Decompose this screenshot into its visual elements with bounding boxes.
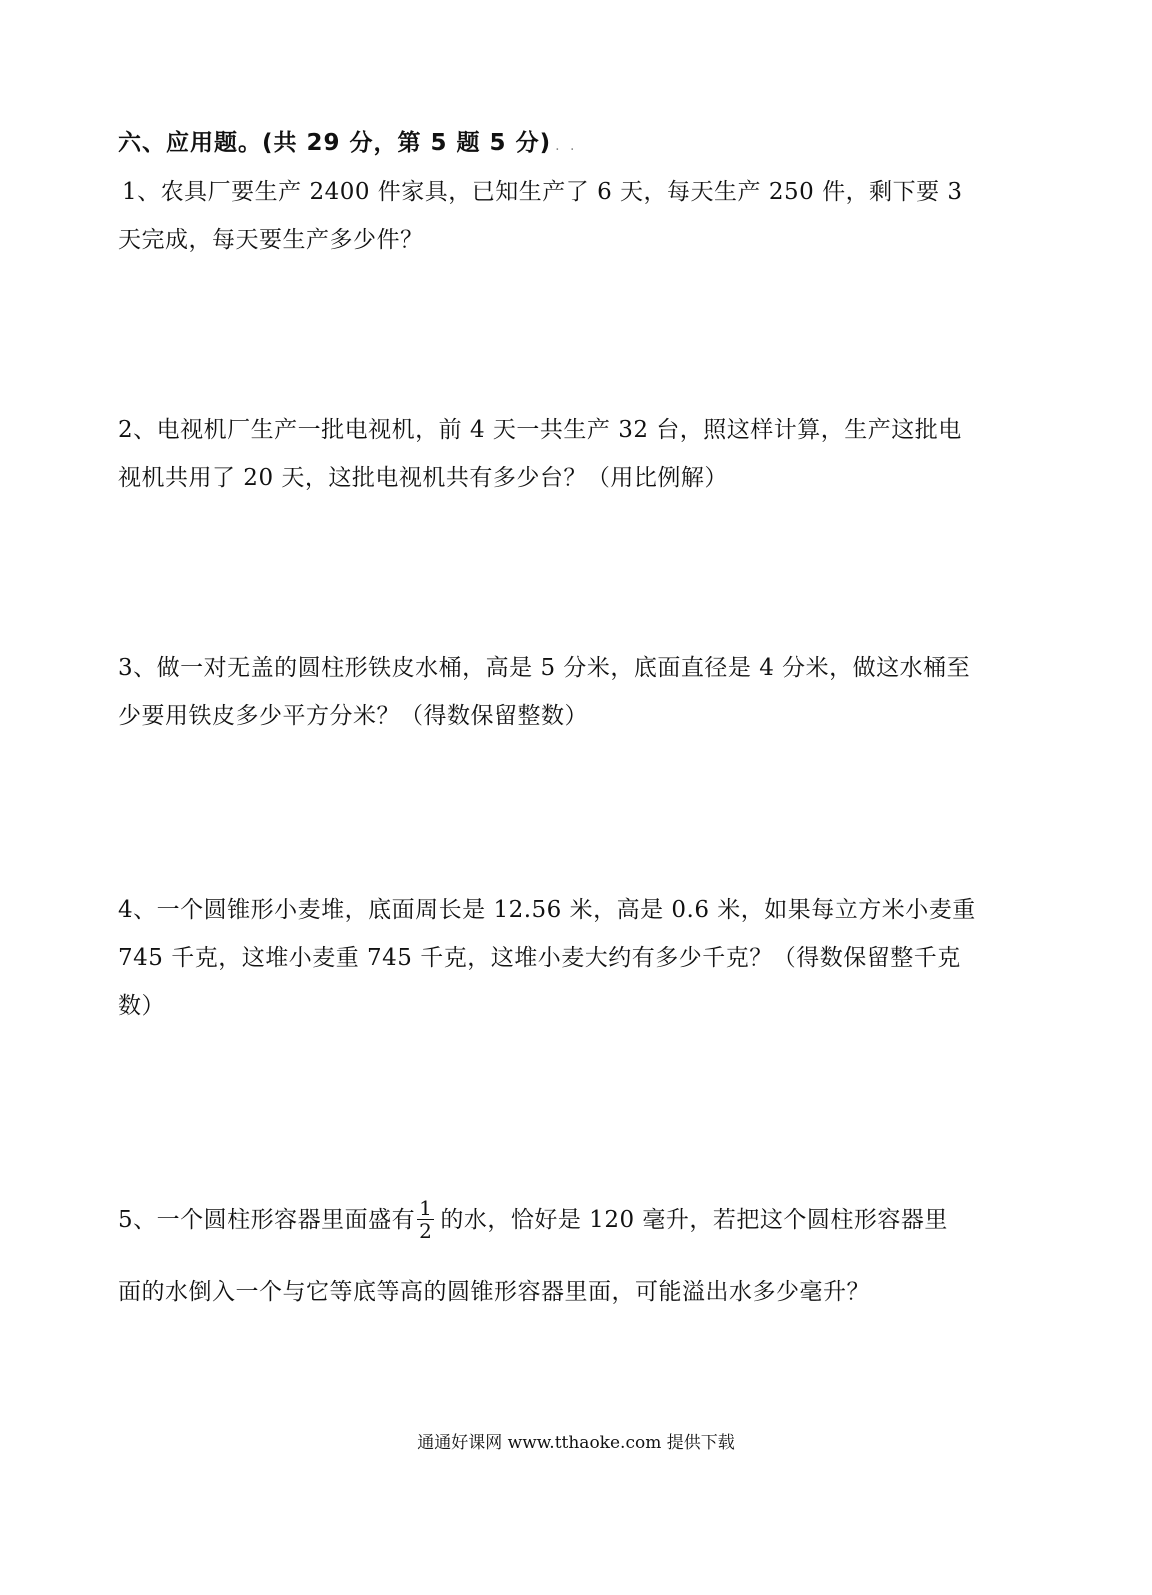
- section-title: [118, 124, 577, 157]
- question-5-suffix: 的水，恰好是 120 毫升，若把这个圆柱形容器里: [440, 1207, 948, 1233]
- question-5-line-1: [118, 1196, 978, 1244]
- question-5-prefix: 5、一个圆柱形容器里面盛有: [118, 1207, 416, 1233]
- question-5-line-2: 面的水倒入一个与它等底等高的圆锥形容器里面，可能溢出水多少毫升？: [118, 1279, 870, 1305]
- question-2: 2、电视机厂生产一批电视机，前 4 天一共生产 32 台，照这样计算，生产这批电视机共用了 20 天，这批电视机共有多少台？（用比例解）: [118, 417, 962, 491]
- footer-source: 通通好课网 www.tthaoke.com 提供下载: [417, 1433, 735, 1453]
- fraction-denominator: 2: [419, 1218, 433, 1243]
- section-title-text: 六、应用题。(共 29 分，第 5 题 5 分): [118, 130, 552, 156]
- question-1: 1、农具厂要生产 2400 件家具，已知生产了 6 天，每天生产 250 件，剩下要 3 天完成，每天要生产多少件？: [118, 179, 963, 253]
- fraction-numerator: 1: [419, 1195, 433, 1220]
- question-4: 4、一个圆锥形小麦堆，底面周长是 12.56 米，高是 0.6 米，如果每立方米小麦重 745 千克，这堆小麦重 745 千克，这堆小麦大约有多少千克？（得数保留整千克数）: [118, 897, 976, 1019]
- question-3: 3、做一对无盖的圆柱形铁皮水桶，高是 5 分米，底面直径是 4 分米，做这水桶至少要用铁皮多少平方分米？（得数保留整数）: [118, 655, 971, 729]
- section-title-dots: . .: [555, 138, 578, 154]
- fraction-one-half: [417, 1197, 434, 1242]
